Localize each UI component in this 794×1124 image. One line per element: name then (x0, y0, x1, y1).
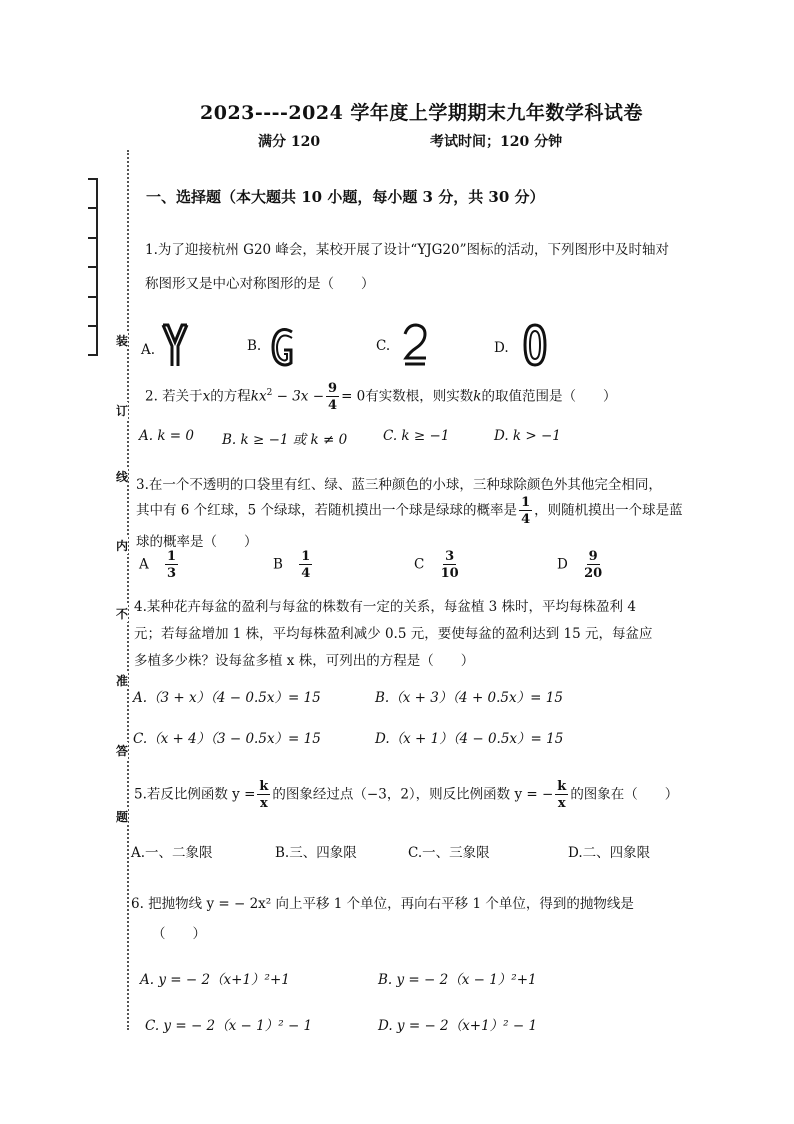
q3-line3: 球的概率是（ ） (136, 534, 258, 550)
q5-mid: 的图象经过点（−3，2），则反比例函数 y = − (272, 786, 554, 803)
q2-eq-left: kx (250, 388, 267, 405)
q5-option-c: C.一、三象限 (408, 845, 490, 861)
q3-fraction (519, 496, 532, 526)
q2-frac-den: 4 (328, 398, 338, 413)
q5-frac-den: x (260, 796, 268, 811)
q6-option-a: A. y = − 2（x+1）²+1 (140, 972, 290, 988)
q3-option-a-den: 3 (167, 566, 177, 581)
q4-option-d: D.（x + 1）（4 − 0.5x）= 15 (375, 731, 564, 747)
q3-option-b-num: 1 (301, 549, 311, 564)
q3-option-b-den: 4 (301, 566, 311, 581)
binding-dotted-line (127, 150, 129, 1030)
q2-option-b: B. k ≥ −1 或 k ≠ 0 (222, 432, 348, 448)
q5-stem (134, 780, 678, 810)
q3-frac-den: 4 (521, 512, 531, 527)
binding-char: 准 (116, 674, 129, 688)
q5-suffix: 的图象在（ ） (570, 786, 679, 803)
q3-option-b-frac (299, 550, 312, 580)
q5-frac-num: k (259, 779, 269, 794)
q3-option-d (557, 550, 604, 580)
q3-line2 (136, 496, 683, 526)
q3-option-c (414, 550, 461, 580)
q2-eq-rest: − 3x − (272, 388, 325, 405)
y-shape-icon (160, 322, 190, 368)
q4-line3: 多植多少株？设每盆多植 x 株，可列出的方程是（ ） (134, 653, 475, 669)
q3-option-a-num: 1 (167, 549, 177, 564)
exam-time: 考试时间；120 分钟 (430, 134, 563, 150)
q6-option-d: D. y = − 2（x+1）² − 1 (378, 1018, 538, 1034)
two-shape-icon (400, 322, 430, 368)
q4-option-b: B.（x + 3）（4 + 0.5x）= 15 (375, 690, 563, 706)
q3-option-a (139, 550, 180, 580)
q1-option-c-label: C. (376, 338, 391, 354)
full-score: 满分 120 (258, 134, 321, 150)
q3-line1: 3.在一个不透明的口袋里有红、绿、蓝三种颜色的小球，三种球除颜色外其他完全相同， (136, 477, 662, 493)
binding-tick (88, 266, 98, 268)
q3-line2-a: 其中有 6 个红球，5 个绿球，若随机摸出一个球是绿球的概率是 (136, 502, 518, 519)
q5-fraction-2 (555, 780, 568, 810)
q2-fraction (326, 382, 339, 412)
q2-eq-end: = 0 (341, 388, 366, 405)
q3-option-b-label: B (273, 556, 283, 573)
q2-option-d: D. k > −1 (494, 428, 561, 444)
binding-char: 不 (116, 607, 129, 621)
binding-tick (88, 207, 98, 209)
q3-option-d-den: 20 (584, 566, 603, 581)
page-title: 2023----2024 学年度上学期期末九年数学科试卷 (200, 102, 643, 124)
q1-option-b-label: B. (247, 338, 262, 354)
q2-var-k: k (473, 388, 482, 405)
q3-option-c-label: C (414, 556, 425, 573)
binding-char: 装 (116, 334, 129, 348)
q2-option-c: C. k ≥ −1 (383, 428, 450, 444)
q5-frac2-num: k (557, 779, 567, 794)
q2-var-x: x (202, 388, 211, 405)
q1-line2: 称图形又是中心对称图形的是（ ） (145, 276, 375, 292)
q3-option-d-frac (584, 550, 602, 580)
q3-line2-b: ，则随机摸出一个球是蓝 (534, 502, 683, 519)
binding-tick (88, 296, 98, 298)
q5-prefix: 5.若反比例函数 y = (134, 786, 256, 803)
q3-option-d-num: 9 (588, 549, 598, 564)
zero-shape-icon (522, 322, 548, 368)
q2-frac-num: 9 (328, 381, 338, 396)
q6-option-c: C. y = − 2（x − 1）² − 1 (145, 1018, 313, 1034)
q3-option-a-frac (165, 550, 178, 580)
binding-char: 题 (116, 810, 129, 824)
q4-line2: 元；若每盆增加 1 株，平均每株盈利减少 0.5 元，要使每盆的盈利达到 15 元，每盆应 (134, 626, 653, 642)
q2-stem: 2. 若关于x的方程$kx^2 - 3x$ − $\frac{9}{4}$ = 0有实数根，则实数k的取值范围是（ ） (145, 381, 617, 413)
q4-option-c: C.（x + 4）（3 − 0.5x）= 15 (133, 731, 321, 747)
binding-char: 订 (116, 404, 129, 418)
q2-mid: 的方程 (210, 388, 251, 405)
q2-option-a: A. k = 0 (139, 428, 194, 444)
q1-option-d-label: D. (494, 340, 509, 356)
q3-option-b (273, 550, 314, 580)
binding-char: 内 (116, 539, 129, 553)
q5-option-b: B.三、四象限 (275, 845, 357, 861)
q3-option-c-den: 10 (440, 566, 459, 581)
binding-tick (88, 354, 98, 356)
binding-char: 线 (116, 470, 129, 484)
q2-suffix: 有实数根，则实数 (365, 388, 474, 405)
q1-line1: 1.为了迎接杭州 G20 峰会，某校开展了设计“YJG20”图标的活动，下列图形中及时轴对 (145, 242, 670, 258)
q2-suffix2: 的取值范围是（ ） (481, 388, 617, 405)
q3-option-c-frac (441, 550, 459, 580)
binding-char: 答 (116, 744, 129, 758)
section-heading: 一、选择题（本大题共 10 小题，每小题 3 分，共 30 分） (146, 188, 545, 206)
q5-frac2-den: x (557, 796, 566, 811)
q5-fraction (257, 780, 270, 810)
q3-option-d-label: D (557, 556, 568, 573)
g-shape-icon (270, 326, 298, 368)
q3-option-c-num: 3 (445, 549, 455, 564)
binding-tick (88, 237, 98, 239)
q2-prefix: 2. 若关于 (145, 388, 203, 405)
binding-tick (88, 178, 98, 180)
q1-option-a-label: A. (141, 342, 156, 358)
q4-option-a: A.（3 + x）（4 − 0.5x）= 15 (133, 690, 321, 706)
binding-tick (88, 325, 98, 327)
q6-option-b: B. y = − 2（x − 1）²+1 (378, 972, 537, 988)
q6-line2: （ ） (152, 926, 206, 942)
q5-option-a: A.一、二象限 (131, 845, 213, 861)
q3-option-a-label: A (139, 556, 149, 573)
q4-line1: 4.某种花卉每盆的盈利与每盆的株数有一定的关系，每盆植 3 株时，平均每株盈利 4 (134, 599, 636, 615)
q5-option-d: D.二、四象限 (568, 845, 651, 861)
q6-line1: 6. 把抛物线 y = − 2x² 向上平移 1 个单位，再向右平移 1 个单位，得到的抛物线是 (131, 896, 634, 912)
q3-frac-num: 1 (521, 495, 531, 510)
